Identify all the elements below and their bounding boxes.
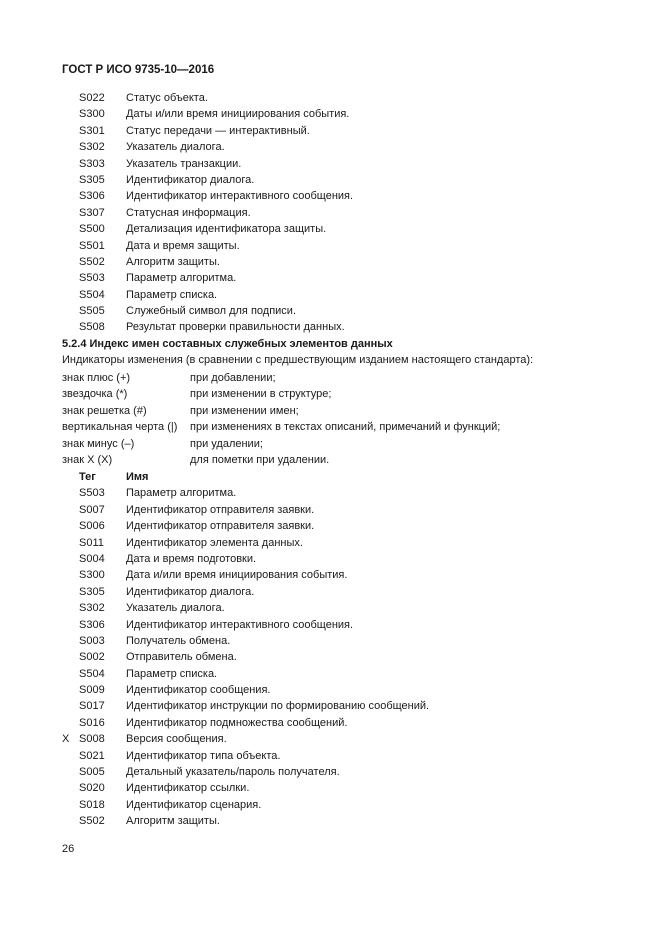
page-number: 26 <box>62 843 75 855</box>
element-code: S018 <box>79 798 105 811</box>
element-code: S302 <box>79 141 105 154</box>
element-name: Идентификатор подмножества сообщений. <box>126 716 348 729</box>
element-code: S504 <box>79 667 105 680</box>
indicator-symbol: знак решетка (#) <box>62 404 147 417</box>
element-description: Указатель диалога. <box>126 141 225 154</box>
element-code: S008 <box>79 733 105 746</box>
element-description: Служебный символ для подписи. <box>126 305 297 318</box>
element-code: S009 <box>79 684 105 697</box>
element-name: Идентификатор типа объекта. <box>126 749 281 762</box>
change-indicator: X <box>62 733 70 746</box>
element-description: Алгоритм защиты. <box>126 255 220 268</box>
element-code: S307 <box>79 206 105 219</box>
element-description: Результат проверки правильности данных. <box>126 321 345 334</box>
column-header-name: Имя <box>126 471 149 483</box>
element-description: Указатель транзакции. <box>126 157 242 170</box>
element-name: Указатель диалога. <box>126 602 225 615</box>
element-description: Статус передачи — интерактивный. <box>126 124 310 137</box>
element-code: S303 <box>79 157 105 170</box>
element-name: Идентификатор сообщения. <box>126 684 271 697</box>
element-code: S306 <box>79 618 105 631</box>
element-description: Параметр алгоритма. <box>126 272 237 285</box>
element-code: S004 <box>79 552 105 565</box>
element-name: Получатель обмена. <box>126 634 231 647</box>
element-name: Дата и/или время инициирования события. <box>126 569 348 582</box>
indicator-meaning: при изменениях в текстах описаний, примечаний и функций; <box>190 421 501 434</box>
element-name: Идентификатор интерактивного сообщения. <box>126 618 354 631</box>
indicator-symbol: вертикальная черта (|) <box>62 421 178 434</box>
element-code: S005 <box>79 766 105 779</box>
element-code: S300 <box>79 108 105 121</box>
element-name: Алгоритм защиты. <box>126 815 220 828</box>
element-code: S508 <box>79 321 105 334</box>
element-code: S306 <box>79 190 105 203</box>
element-description: Статусная информация. <box>126 206 251 219</box>
element-description: Даты и/или время инициирования события. <box>126 108 350 121</box>
element-name: Отправитель обмена. <box>126 651 237 664</box>
element-code: S011 <box>79 536 104 549</box>
element-name: Параметр списка. <box>126 667 218 680</box>
element-name: Идентификатор элемента данных. <box>126 536 303 549</box>
element-code: S305 <box>79 173 105 186</box>
element-name: Дата и время подготовки. <box>126 552 257 565</box>
element-code: S502 <box>79 255 105 268</box>
element-name: Идентификатор сценария. <box>126 798 262 811</box>
element-name: Идентификатор отправителя заявки. <box>126 503 315 516</box>
element-name: Детальный указатель/пароль получателя. <box>126 766 340 779</box>
element-code: S504 <box>79 288 105 301</box>
element-description: Параметр списка. <box>126 288 218 301</box>
indicator-meaning: для пометки при удалении. <box>190 453 330 466</box>
element-description: Идентификатор диалога. <box>126 173 255 186</box>
element-code: S017 <box>79 700 105 713</box>
element-code: S500 <box>79 223 105 236</box>
element-name: Идентификатор диалога. <box>126 585 255 598</box>
indicator-symbol: знак плюс (+) <box>62 372 131 384</box>
element-description: Дата и время защиты. <box>126 239 240 252</box>
column-header-tag: Тег <box>79 471 96 483</box>
indicator-symbol: звездочка (*) <box>62 388 128 401</box>
element-code: S302 <box>79 602 105 615</box>
document-header: ГОСТ Р ИСО 9735-10—2016 <box>62 64 215 76</box>
element-code: S300 <box>79 569 105 582</box>
element-code: S016 <box>79 716 105 729</box>
element-code: S003 <box>79 634 105 647</box>
element-code: S006 <box>79 520 105 533</box>
element-code: S505 <box>79 305 105 318</box>
indicator-meaning: при удалении; <box>190 437 263 450</box>
element-code: S002 <box>79 651 105 664</box>
element-code: S501 <box>79 239 105 252</box>
element-code: S022 <box>79 92 105 104</box>
section-heading: 5.2.4 Индекс имен составных служебных элементов данных <box>62 338 393 350</box>
element-name: Идентификатор отправителя заявки. <box>126 520 315 533</box>
intro-paragraph: Индикаторы изменения (в сравнении с предшествующим изданием настоящего стандарта): <box>62 354 534 366</box>
element-name: Версия сообщения. <box>126 733 227 746</box>
element-description: Детализация идентификатора защиты. <box>126 223 327 236</box>
indicator-meaning: при изменении в структуре; <box>190 388 332 401</box>
element-description: Статус объекта. <box>126 92 208 104</box>
element-code: S502 <box>79 815 105 828</box>
element-code: S305 <box>79 585 105 598</box>
element-name: Идентификатор ссылки. <box>126 782 250 795</box>
indicator-symbol: знак X (X) <box>62 453 113 466</box>
element-code: S007 <box>79 503 105 516</box>
indicator-symbol: знак минус (–) <box>62 437 135 450</box>
element-code: S301 <box>79 124 105 137</box>
indicator-meaning: при добавлении; <box>190 372 276 384</box>
element-code: S020 <box>79 782 105 795</box>
element-code: S503 <box>79 487 105 500</box>
indicator-meaning: при изменении имен; <box>190 404 299 417</box>
element-code: S503 <box>79 272 105 285</box>
element-name: Параметр алгоритма. <box>126 487 237 500</box>
element-description: Идентификатор интерактивного сообщения. <box>126 190 354 203</box>
element-name: Идентификатор инструкции по формированию сообщений. <box>126 700 430 713</box>
element-code: S021 <box>79 749 105 762</box>
